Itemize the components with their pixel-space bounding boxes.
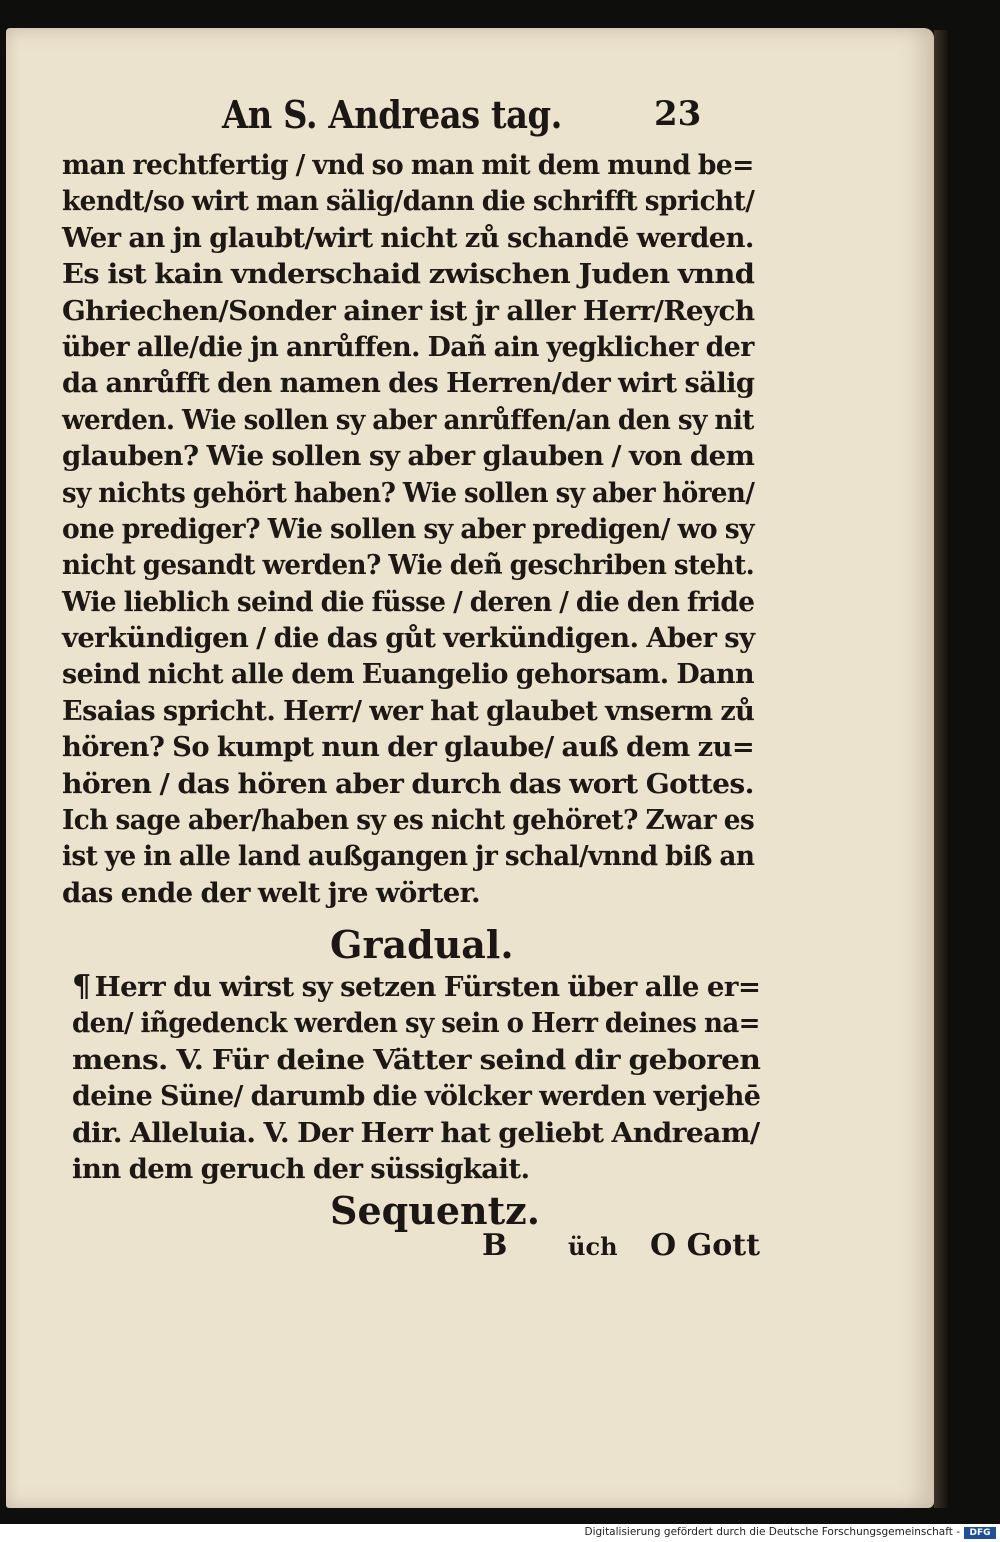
catchword-line bbox=[472, 1228, 772, 1268]
text-line: Wer an jn glaubt/wirt nicht zů schandē werden. bbox=[62, 221, 754, 254]
text-line: one prediger? Wie sollen sy aber predigen/ wo sy bbox=[62, 512, 755, 545]
text-line: inn dem geruch der süssigkait. bbox=[72, 1152, 530, 1185]
page-number: 23 bbox=[654, 94, 702, 134]
text-line: den/ iñgedenck werden sy sein o Herr deines na= bbox=[72, 1007, 760, 1040]
text-line: verkündigen / die das gůt verkündigen. Aber sy bbox=[62, 622, 755, 655]
text-line: mens. V. Für deine Vätter seind dir geboren bbox=[72, 1043, 761, 1076]
catchword: O Gott bbox=[650, 1228, 760, 1263]
text-line: ist ye in alle land außgangen jr schal/vnnd biß an bbox=[62, 840, 755, 873]
text-line: Esaias spricht. Herr/ wer hat glaubet vnserm zů bbox=[62, 694, 755, 727]
text-line: Es ist kain vnderschaid zwischen Juden vnnd bbox=[62, 258, 755, 291]
text-line bbox=[72, 969, 776, 1005]
body-text bbox=[62, 147, 762, 911]
digitization-footer bbox=[0, 1524, 1000, 1542]
text-line: Ich sage aber/haben sy es nicht gehöret? Zwar es bbox=[62, 804, 755, 837]
catchword: B bbox=[482, 1228, 508, 1263]
gradual-line-text: Herr du wirst sy setzen Fürsten über alle er= bbox=[94, 971, 761, 1003]
text-line: sy nichts gehört haben? Wie sollen sy aber hören/ bbox=[62, 476, 755, 509]
text-line: nicht gesandt werden? Wie deñ geschriben steht. bbox=[62, 549, 755, 582]
text-line: man rechtfertig / vnd so man mit dem mund be= bbox=[62, 149, 754, 181]
pilcrow-mark: ¶ bbox=[72, 969, 91, 1004]
text-line: werden. Wie sollen sy aber anrůffen/an den sy nit bbox=[62, 403, 754, 436]
page-header bbox=[222, 92, 742, 152]
gradual-text bbox=[72, 969, 772, 1187]
text-line: Wie lieblich seind die füsse / deren / die den fride bbox=[62, 585, 755, 618]
running-head: An S. Andreas tag. bbox=[222, 92, 562, 137]
catchword: üch bbox=[568, 1232, 618, 1261]
text-line: das ende der welt jre wörter. bbox=[62, 876, 480, 909]
text-line: Ghriechen/Sonder ainer ist jr aller Herr/Reych bbox=[62, 294, 755, 327]
sequentz-heading: Sequentz. bbox=[330, 1188, 540, 1233]
text-line: hören? So kumpt nun der glaube/ auß dem zu= bbox=[62, 731, 755, 764]
text-line: dir. Alleluia. V. Der Herr hat geliebt Andream/ bbox=[72, 1116, 760, 1149]
text-line: deine Süne/ darumb die völcker werden verjehē bbox=[72, 1080, 761, 1113]
text-line: da anrůfft den namen des Herren/der wirt sälig bbox=[62, 367, 755, 400]
gradual-heading: Gradual. bbox=[330, 922, 514, 967]
page-fore-edge bbox=[934, 30, 948, 1508]
text-line: über alle/die jn anrůffen. Dañ ain yegklicher der bbox=[62, 330, 754, 363]
text-line: glauben? Wie sollen sy aber glauben / von dem bbox=[62, 440, 755, 473]
text-line: kendt/so wirt man sälig/dann die schrifft spricht/ bbox=[62, 185, 755, 218]
dfg-logo: DFG bbox=[964, 1527, 996, 1539]
text-line: hören / das hören aber durch das wort Gottes. bbox=[62, 767, 754, 800]
text-line: seind nicht alle dem Euangelio gehorsam. Dann bbox=[62, 658, 754, 691]
funding-credit: Digitalisierung gefördert durch die Deutsche Forschungsgemeinschaft - bbox=[584, 1526, 960, 1538]
